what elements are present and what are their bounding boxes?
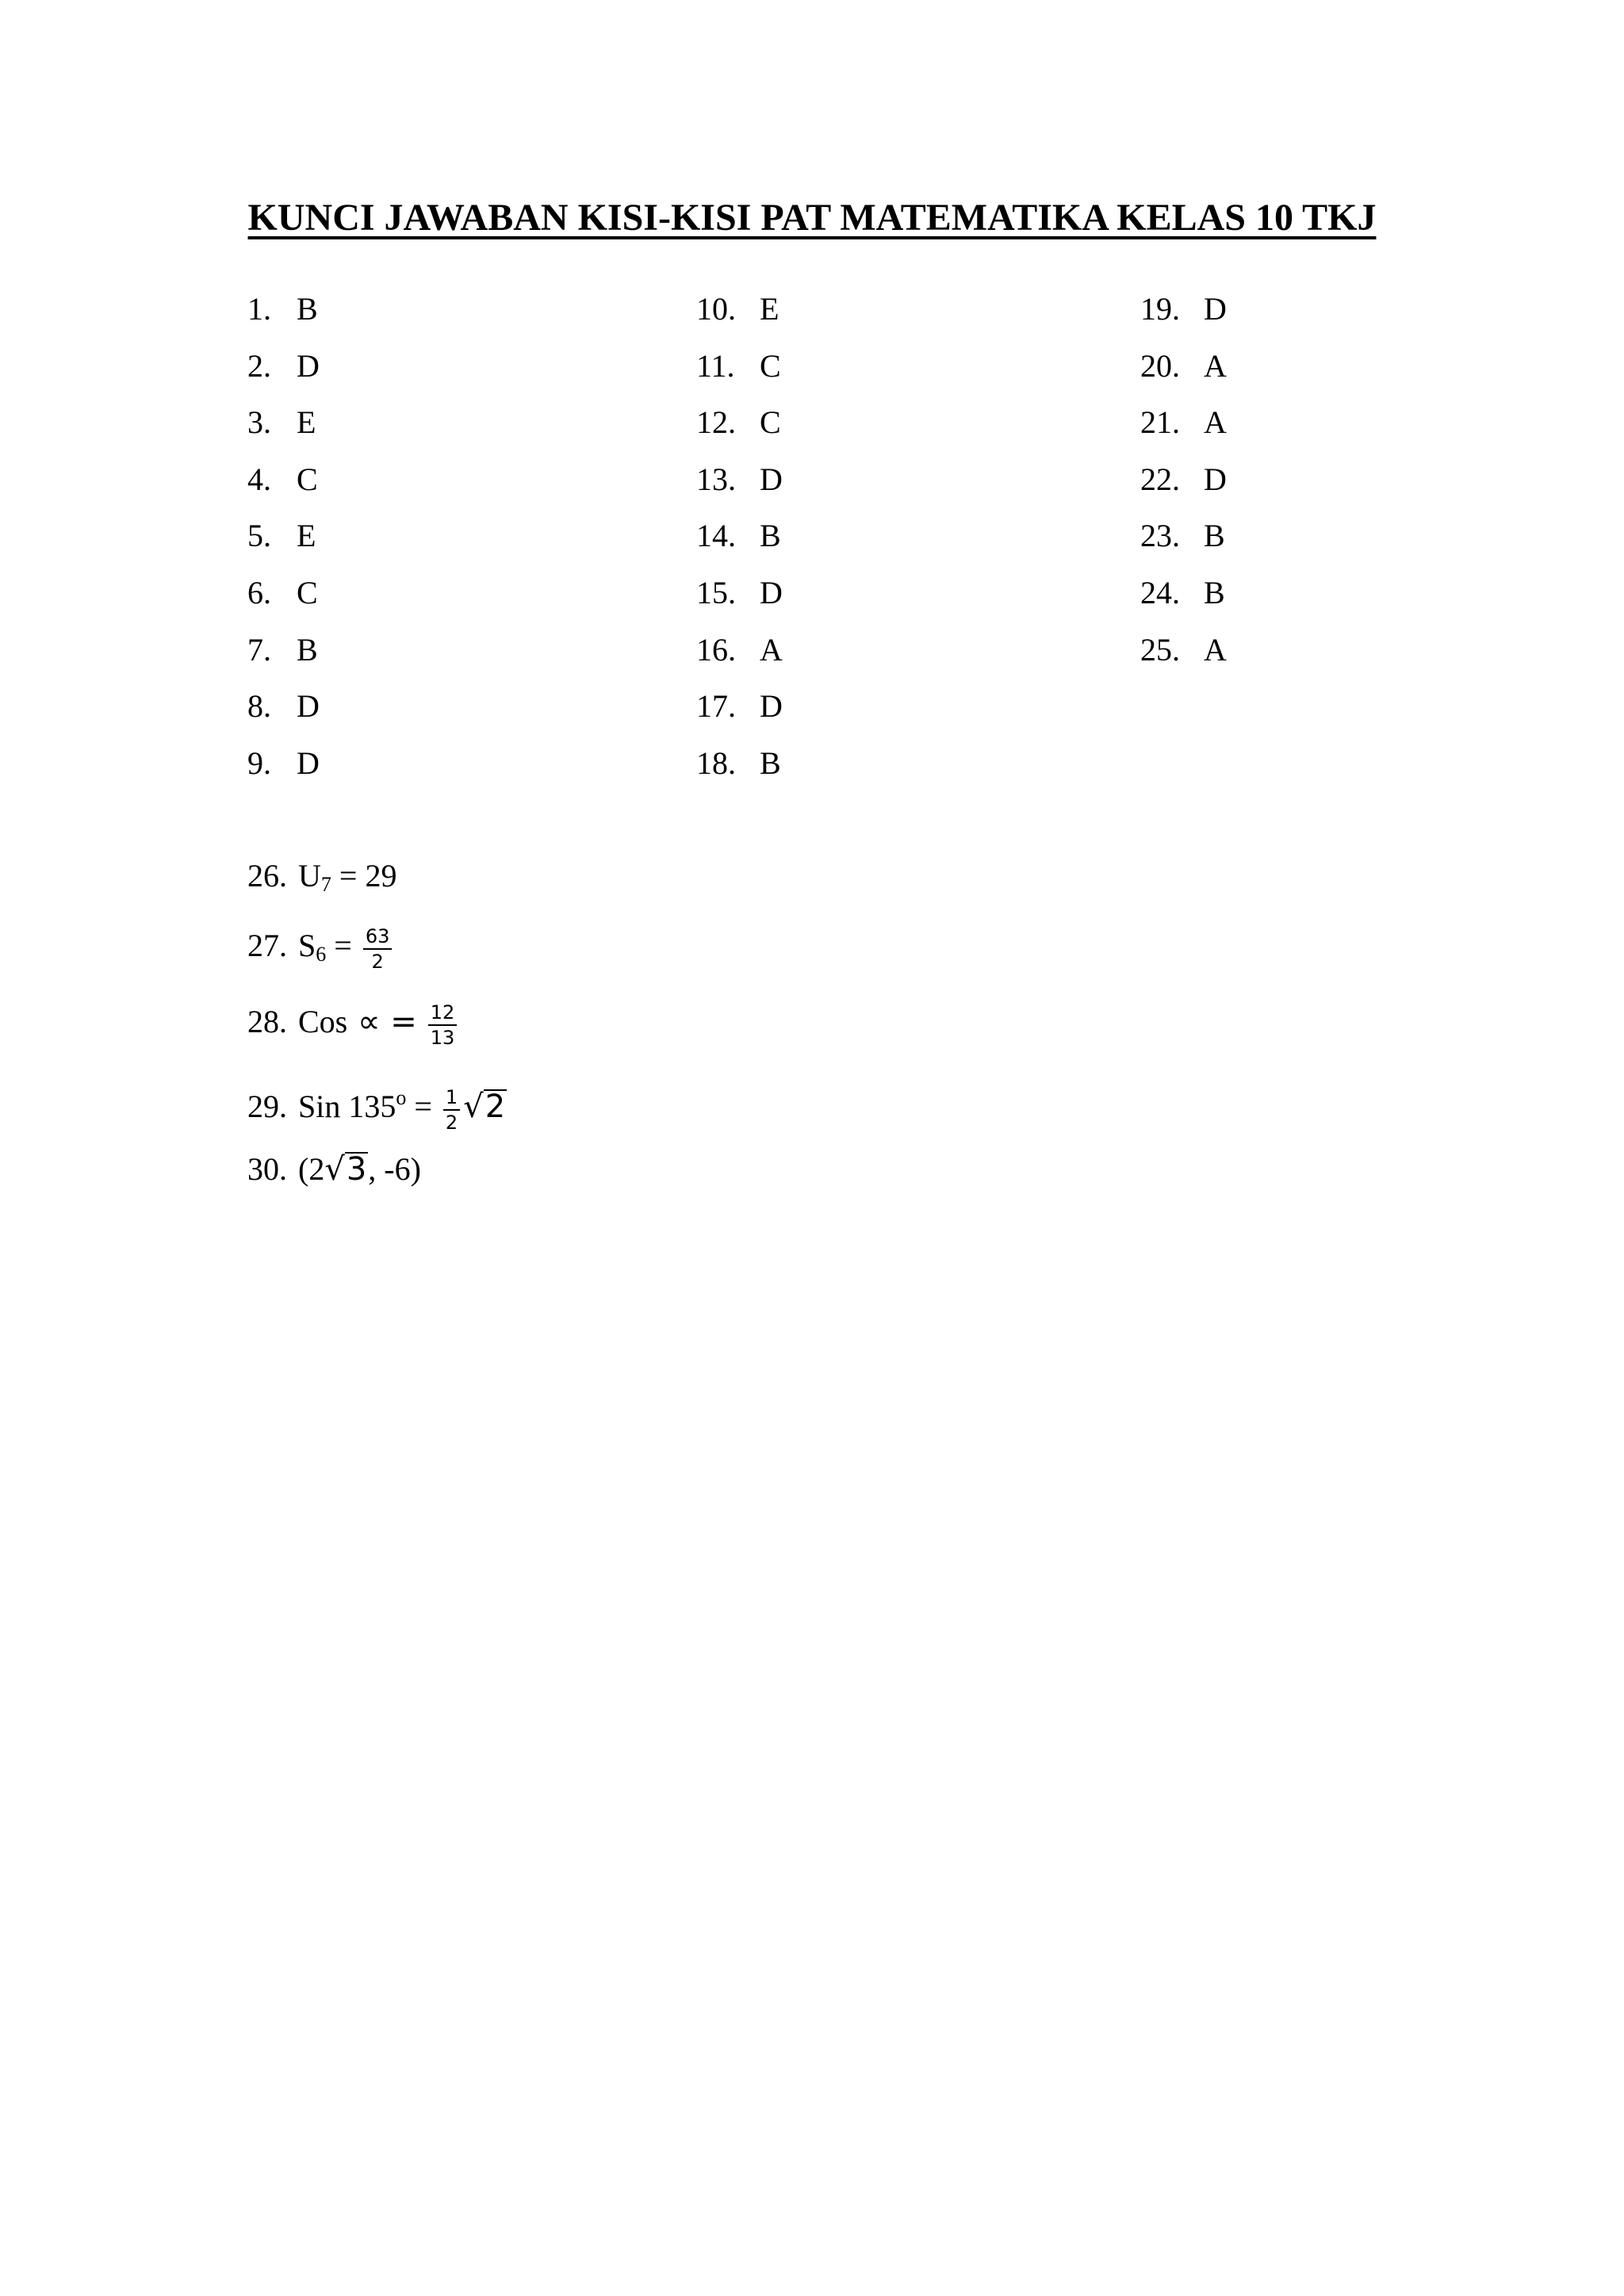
answer-letter: D (297, 744, 320, 781)
answer-item (247, 740, 320, 797)
answer-item (247, 456, 320, 513)
answer-item (696, 569, 783, 626)
answer-letter: A (1204, 404, 1227, 441)
question-number: 6. (247, 574, 271, 610)
answer-item (1140, 285, 1227, 342)
answer-letter: B (1204, 518, 1225, 554)
question-number: 26. (247, 858, 287, 894)
answer-letter: A (760, 631, 783, 668)
answer-letter: D (760, 688, 783, 725)
question-number: 19. (1140, 291, 1180, 327)
question-number: 24. (1140, 574, 1180, 610)
answer-item (247, 626, 320, 683)
radicand: 2 (485, 1089, 506, 1125)
answer-item (247, 512, 320, 569)
proportional-symbol: ∝ = (347, 1004, 417, 1040)
fraction (428, 1002, 458, 1048)
answer-item (1140, 569, 1227, 626)
answer-letter: D (297, 688, 320, 725)
fraction-numerator: 1 (443, 1087, 460, 1111)
question-number: 3. (247, 404, 271, 441)
question-number: 14. (696, 518, 736, 554)
answer-item (696, 342, 783, 400)
essay-item-30 (247, 1146, 421, 1193)
answer-item (247, 285, 320, 342)
square-root (463, 1083, 507, 1131)
question-number: 8. (247, 688, 271, 725)
answer-item (696, 512, 783, 569)
fraction-numerator: 63 (363, 926, 393, 950)
function-name: Cos (298, 1004, 348, 1039)
page-title: KUNCI JAWABAN KISI-KISI PAT MATEMATIKA KELAS 10 TKJ (247, 197, 1377, 239)
question-number: 5. (247, 518, 271, 554)
answer-letter: E (760, 291, 779, 327)
answer-item (696, 626, 783, 683)
radicand: 3 (346, 1151, 367, 1188)
answer-letter: B (1204, 574, 1225, 610)
term-base: U (298, 858, 321, 894)
question-number: 12. (696, 404, 736, 441)
answer-item (1140, 399, 1227, 456)
question-number: 20. (1140, 347, 1180, 384)
fraction (443, 1087, 460, 1133)
answer-item (1140, 342, 1227, 400)
question-number: 16. (696, 631, 736, 668)
fraction-numerator: 12 (428, 1002, 458, 1026)
question-number: 4. (247, 461, 271, 497)
function-expression: Sin 135 (298, 1089, 396, 1124)
question-number: 21. (1140, 404, 1180, 441)
coordinate-rest: , -6) (368, 1151, 421, 1187)
term-subscript: 7 (320, 873, 331, 896)
question-number: 1. (247, 291, 271, 327)
answer-item (1140, 626, 1227, 683)
answer-letter: A (1204, 631, 1227, 668)
question-number: 10. (696, 291, 736, 327)
answer-letter: E (297, 404, 316, 441)
coordinate-open: (2 (298, 1151, 325, 1187)
question-number: 11. (696, 347, 735, 384)
fraction (363, 926, 393, 972)
answer-letter: C (297, 574, 318, 610)
fraction-denominator: 2 (445, 1111, 458, 1134)
term-base: S (298, 928, 316, 963)
answer-letter: A (1204, 347, 1227, 384)
answer-letter: C (297, 461, 318, 497)
answer-letter: D (1204, 291, 1227, 327)
degree-superscript: o (396, 1086, 407, 1109)
question-number: 29. (247, 1089, 287, 1124)
question-number: 17. (696, 688, 736, 725)
root-sign: √ (463, 1089, 484, 1125)
fraction-denominator: 2 (371, 950, 384, 973)
answer-letter: B (297, 291, 318, 327)
answer-letter: C (760, 404, 781, 441)
question-number: 30. (247, 1151, 287, 1187)
question-number: 27. (247, 928, 287, 963)
question-number: 18. (696, 744, 736, 781)
answer-letter: D (297, 347, 320, 384)
question-number: 28. (247, 1004, 287, 1039)
question-number: 22. (1140, 461, 1180, 497)
question-number: 7. (247, 631, 271, 668)
answer-item (247, 569, 320, 626)
answer-letter: D (1204, 461, 1227, 497)
question-number: 15. (696, 574, 736, 610)
fraction-denominator: 13 (430, 1026, 455, 1049)
answer-item (247, 342, 320, 400)
term-subscript: 6 (316, 943, 327, 966)
answer-letter: B (760, 518, 781, 554)
square-root (324, 1146, 368, 1193)
answer-item (696, 285, 783, 342)
answer-column-1 (247, 285, 320, 796)
answer-letter: E (297, 518, 316, 554)
essay-item-27 (247, 922, 395, 978)
question-number: 9. (247, 744, 271, 781)
answer-letter: B (760, 744, 781, 781)
answer-item (247, 683, 320, 740)
question-number: 25. (1140, 631, 1180, 668)
answer-item (696, 740, 783, 797)
equals-sign: = (326, 928, 352, 963)
answer-column-3 (1140, 285, 1227, 683)
essay-item-26 (247, 852, 396, 909)
answer-item (247, 399, 320, 456)
question-number: 13. (696, 461, 736, 497)
answer-item (696, 399, 783, 456)
answer-item (1140, 512, 1227, 569)
answer-item (696, 456, 783, 513)
equation-rest: = 29 (331, 858, 397, 894)
answer-item (696, 683, 783, 740)
answer-letter: B (297, 631, 318, 668)
question-number: 23. (1140, 518, 1180, 554)
root-sign: √ (324, 1151, 345, 1188)
essay-item-28 (247, 998, 460, 1048)
answer-letter: D (760, 461, 783, 497)
answer-letter: C (760, 347, 781, 384)
answer-column-2 (696, 285, 783, 796)
answer-item (1140, 456, 1227, 513)
answer-letter: D (760, 574, 783, 610)
essay-item-29 (247, 1074, 507, 1133)
question-number: 2. (247, 347, 271, 384)
equals-sign: = (406, 1089, 432, 1124)
